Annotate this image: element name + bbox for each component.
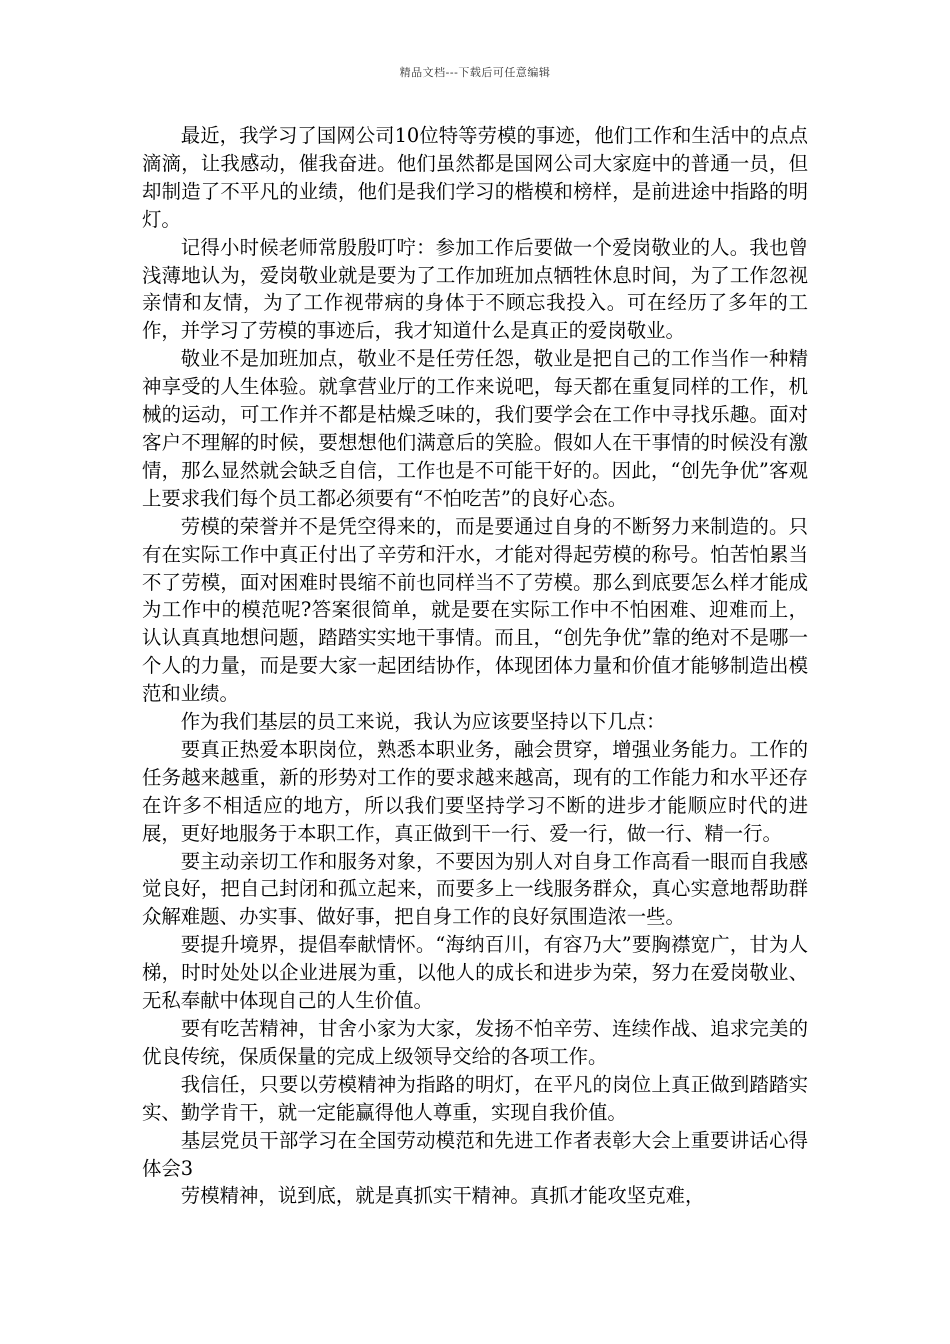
paragraph-11: 劳模精神，说到底，就是真抓实干精神。真抓才能攻坚克难， (180, 1184, 705, 1208)
paragraph-10: 我信任，只要以劳模精神为指路的明灯，在平凡的岗位上真正做到踏踏实实、勤学肯干，就一定能赢得他人尊重，实现自我价值。 (142, 1072, 808, 1124)
document-body (142, 122, 808, 1210)
paragraph-8: 要提升境界，提倡奉献情怀。“海纳百川，有容乃大”要胸襟宽广，甘为人梯，时时处处以企业进展为重，以他人的成长和进步为荣，努力在爱岗敬业、无私奉献中体现自己的人生价值。 (142, 933, 808, 1013)
paragraph-4: 劳模的荣誉并不是凭空得来的，而是要通过自身的不断努力来制造的。只有在实际工作中真正付出了辛劳和汗水，才能对得起劳模的称号。怕苦怕累当不了劳模，面对困难时畏缩不前也同样当不了劳模。那么到底要怎么样才能成为工作中的模范呢?答案很简单，就是要在实际工作中不怕困难、迎难而上，认认真真地想问题，踏踏实实地干事情。而且，“创先争优”靠的绝对不是哪一个人的力量，而是要大家一起团结协作，体现团体力量和价值才能够制造出模范和业绩。 (142, 514, 808, 706)
paragraph-3: 敬业不是加班加点，敬业不是任劳任怨，敬业是把自己的工作当作一种精神享受的人生体验。就拿营业厅的工作来说吧，每天都在重复同样的工作，机械的运动，可工作并不都是枯燥乏味的，我们要学会在工作中寻找乐趣。面对客户不理解的时候，要想想他们满意后的笑脸。假如人在干事情的时候没有激情，那么显然就会缺乏自信，工作也是不可能干好的。因此，“创先争优”客观上要求我们每个员工都必须要有“不怕吃苦”的良好心态。 (142, 347, 808, 510)
paragraph-7: 要主动亲切工作和服务对象，不要因为别人对自身工作高看一眼而自我感觉良好，把自己封闭和孤立起来，而要多上一线服务群众，真心实意地帮助群众解难题、办实事、做好事，把自身工作的良好氛围造浓一些。 (142, 849, 808, 929)
section-heading: 基层党员干部学习在全国劳动模范和先进工作者表彰大会上重要讲话心得体会3 (142, 1128, 808, 1180)
paragraph-5: 作为我们基层的员工来说，我认为应该要坚持以下几点： (180, 710, 666, 734)
paragraph-1: 最近，我学习了国网公司10位特等劳模的事迹，他们工作和生活中的点点滴滴，让我感动，催我奋进。他们虽然都是国网公司大家庭中的普通一员，但却制造了不平凡的业绩，他们是我们学习的楷模和榜样，是前进途中指路的明灯。 (142, 124, 808, 231)
page-header: 精品文档---下载后可任意编辑 (399, 66, 551, 79)
paragraph-6: 要真正热爱本职岗位，熟悉本职业务，融会贯穿，增强业务能力。工作的任务越来越重，新的形势对工作的要求越来越高，现有的工作能力和水平还存在许多不相适应的地方，所以我们要坚持学习不断的进步才能顺应时代的进展，更好地服务于本职工作，真正做到干一行、爱一行，做一行、精一行。 (142, 737, 808, 845)
paragraph-9: 要有吃苦精神，甘舍小家为大家，发扬不怕辛劳、连续作战、追求完美的优良传统，保质保量的完成上级领导交给的各项工作。 (142, 1017, 808, 1068)
paragraph-2: 记得小时候老师常殷殷叮咛：参加工作后要做一个爱岗敬业的人。我也曾浅薄地认为，爱岗敬业就是要为了工作加班加点牺牲休息时间，为了工作忽视亲情和友情，为了工作视带病的身体于不顾忘我投入。可在经历了多年的工作，并学习了劳模的事迹后，我才知道什么是真正的爱岗敬业。 (142, 235, 808, 343)
